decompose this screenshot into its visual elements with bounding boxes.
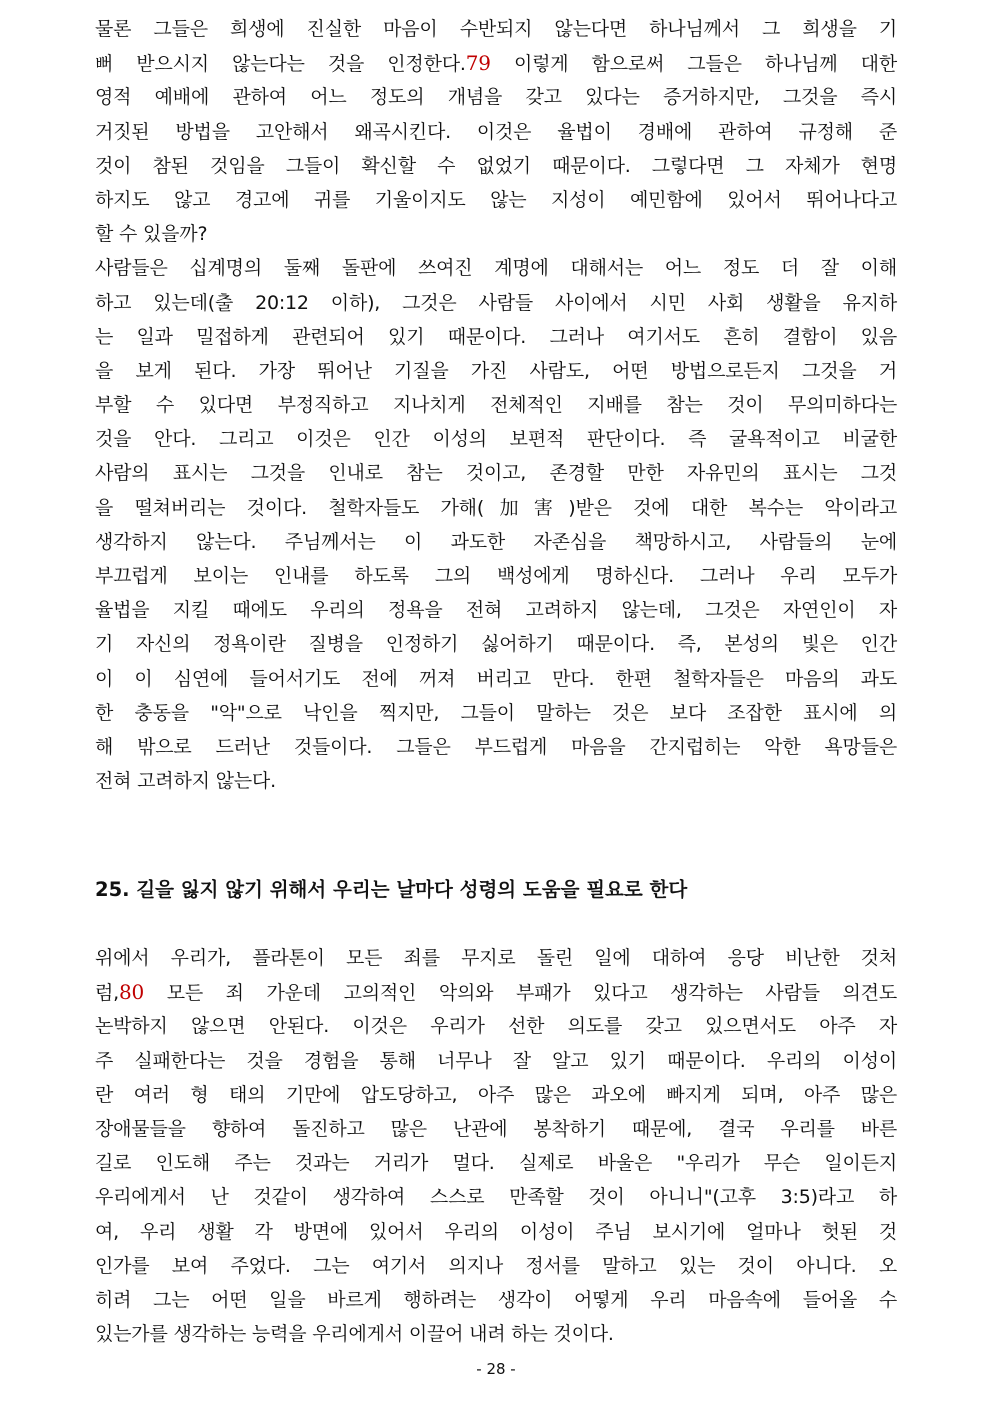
text-line: 전혀 고려하지 않는다. xyxy=(95,770,276,793)
text-line: 장애물들을 향하여 돌진하고 많은 난관에 봉착하기 때문에, 결국 우리를 바른 xyxy=(95,1117,897,1140)
section-heading: 25. 길을 잃지 않기 위해서 우리는 날마다 성령의 도움을 필요로 한다 xyxy=(95,878,688,901)
text-line: 인가를 보여 주었다. 그는 여기서 의지나 정서를 말하고 있는 것이 아니다. 오 xyxy=(95,1254,897,1277)
text-line: 있는가를 생각하는 능력을 우리에게서 이끌어 내려 하는 것이다. xyxy=(95,1323,614,1346)
text-line: 길로 인도해 주는 것과는 거리가 멀다. 실제로 바울은 "우리가 무슨 일이든지 xyxy=(95,1152,897,1175)
section-2-body xyxy=(95,941,897,1351)
text-line: 는 일과 밀접하게 관련되어 있기 때문이다. 그러나 여기서도 흔히 결함이 있음 xyxy=(95,325,897,348)
text-line: 논박하지 않으면 안된다. 이것은 우리가 선한 의도를 갖고 있으면서도 아주 자 xyxy=(95,1015,897,1038)
text-line: 영적 예배에 관하여 어느 정도의 개념을 갖고 있다는 증거하지만, 그것을 즉시 xyxy=(95,86,897,109)
footnote-ref-79[interactable]: 79 xyxy=(465,51,491,76)
text-line: 하고 있는데(출 20:12 이하), 그것은 사람들 사이에서 시민 사회 생활을 유지하 xyxy=(95,291,897,314)
text-segment: 모든 죄 가운데 고의적인 악의와 부패가 있다고 생각하는 사람들 의견도 xyxy=(144,982,897,1005)
text-line: 위에서 우리가, 플라톤이 모든 죄를 무지로 돌린 일에 대하여 응당 비난한 것처 xyxy=(95,947,897,969)
text-line: 물론 그들은 희생에 진실한 마음이 수반되지 않는다면 하나님께서 그 희생을 기 xyxy=(95,18,897,40)
footnote-ref-80[interactable]: 80 xyxy=(119,980,145,1005)
text-line: 이 이 심연에 들어서기도 전에 꺼져 버리고 만다. 한편 철학자들은 마음의 과도 xyxy=(95,667,897,690)
text-line: 란 여러 형 태의 기만에 압도당하고, 아주 많은 과오에 빠지게 되며, 아주 많은 xyxy=(95,1083,897,1106)
text-segment: 이렇게 함으로써 그들은 하나님께 대한 xyxy=(490,53,897,76)
text-line: 히려 그는 어떤 일을 바르게 행하려는 생각이 어떻게 우리 마음속에 들어올 수 xyxy=(95,1288,897,1311)
text-line xyxy=(95,46,897,80)
text-line: 거짓된 방법을 고안해서 왜곡시킨다. 이것은 율법이 경배에 관하여 규정해 준 xyxy=(95,120,897,143)
page-number: - 28 - xyxy=(476,1360,516,1378)
text-line: 할 수 있을까? xyxy=(95,223,208,246)
text-line: 해 밖으로 드러난 것들이다. 그들은 부드럽게 마음을 간지럽히는 악한 욕망들은 xyxy=(95,735,897,758)
text-line: 생각하지 않는다. 주님께서는 이 과도한 자존심을 책망하시고, 사람들의 눈에 xyxy=(95,530,897,553)
text-line: 을 보게 된다. 가장 뛰어난 기질을 가진 사람도, 어떤 방법으로든지 그것을 거 xyxy=(95,359,897,382)
text-segment: 럼, xyxy=(95,982,119,1005)
text-line: 주 실패한다는 것을 경험을 통해 너무나 잘 알고 있기 때문이다. 우리의 이성이 xyxy=(95,1049,897,1072)
text-line: 하지도 않고 경고에 귀를 기울이지도 않는 지성이 예민함에 있어서 뛰어나다고 xyxy=(95,188,897,211)
text-line: 것을 안다. 그리고 이것은 인간 이성의 보편적 판단이다. 즉 굴욕적이고 비굴한 xyxy=(95,428,897,451)
text-line: 우리에게서 난 것같이 생각하여 스스로 만족할 것이 아니니"(고후 3:5)라고 하 xyxy=(95,1186,897,1209)
text-line: 율법을 지킬 때에도 우리의 정욕을 전혀 고려하지 않는데, 그것은 자연인이 자 xyxy=(95,599,897,622)
text-line: 여, 우리 생활 각 방면에 있어서 우리의 이성이 주님 보시기에 얼마나 헛된 것 xyxy=(95,1220,897,1243)
text-line: 한 충동을 "악"으로 낙인을 찍지만, 그들이 말하는 것은 보다 조잡한 표시에 의 xyxy=(95,701,897,724)
text-line: 부할 수 있다면 부정직하고 지나치게 전체적인 지배를 참는 것이 무의미하다는 xyxy=(95,394,897,417)
text-line: 을 떨쳐버리는 것이다. 철학자들도 가해(加害)받은 것에 대한 복수는 악이라고 xyxy=(95,496,897,519)
section-1-body xyxy=(95,12,897,798)
text-segment: 뻐 받으시지 않는다는 것을 인정한다. xyxy=(95,53,466,76)
text-line: 사람의 표시는 그것을 인내로 참는 것이고, 존경할 만한 자유민의 표시는 그것 xyxy=(95,462,897,485)
text-line: 부끄럽게 보이는 인내를 하도록 그의 백성에게 명하신다. 그러나 우리 모두가 xyxy=(95,565,897,587)
text-line: 사람들은 십계명의 둘째 돌판에 쓰여진 계명에 대해서는 어느 정도 더 잘 이해 xyxy=(95,257,897,280)
text-line: 기 자신의 정욕이란 질병을 인정하기 싫어하기 때문이다. 즉, 본성의 빛은 인간 xyxy=(95,633,897,656)
text-line: 것이 참된 것임을 그들이 확신할 수 없었기 때문이다. 그렇다면 그 자체가 현명 xyxy=(95,154,897,177)
text-line xyxy=(95,975,897,1009)
